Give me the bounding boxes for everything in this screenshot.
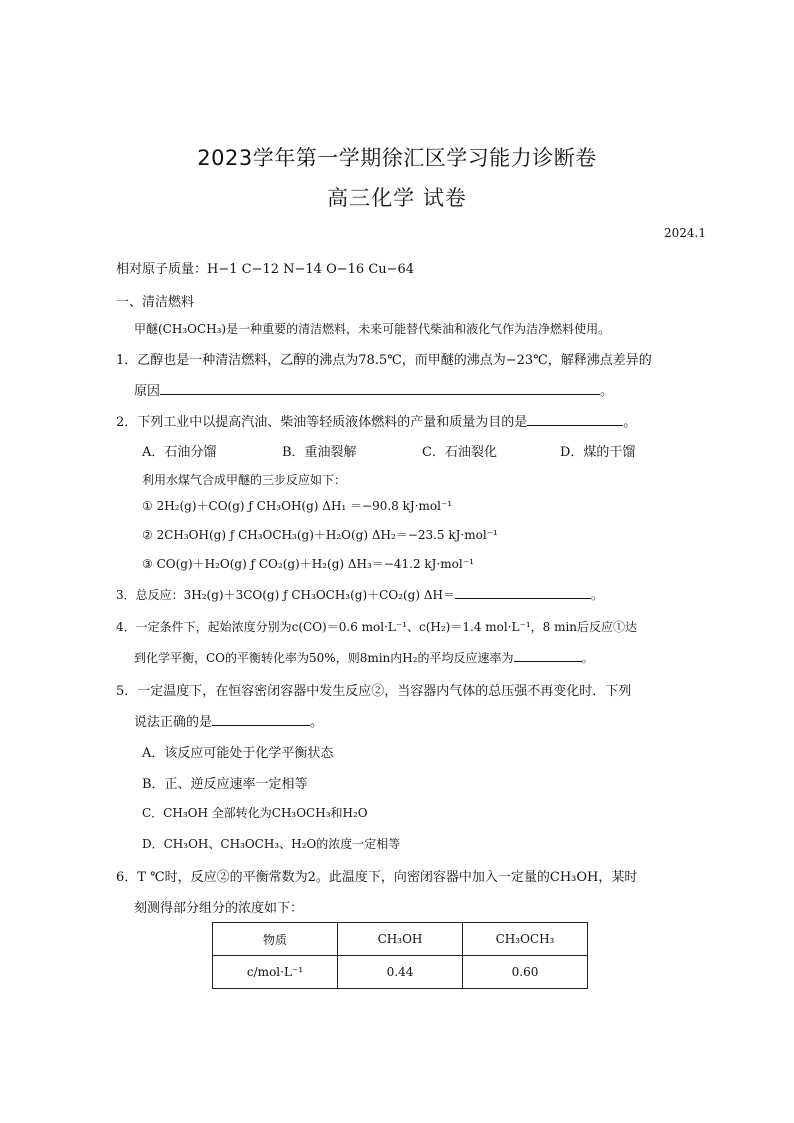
table-cell-unit: c/mol·L⁻¹: [213, 956, 338, 989]
question-5-end: 。: [310, 715, 324, 730]
section-intro: 甲醚(CH₃OCH₃)是一种重要的清洁燃料，未来可能替代柴油和液化气作为洁净燃料使用。: [134, 322, 611, 336]
concentration-table: [212, 922, 588, 989]
table-header-ch3och3: CH₃OCH₃: [463, 923, 588, 956]
question-5-line2: [134, 711, 323, 730]
question-2-answer-blank[interactable]: [527, 413, 623, 426]
question-2: [116, 411, 636, 430]
question-6-line1: 6．T ℃时，反应②的平衡常数为2。此温度下，向密闭容器中加入一定量的CH₃OH，某时: [116, 870, 638, 885]
table-header-substance: 物质: [213, 923, 338, 956]
question-1-answer-label: 原因: [134, 384, 161, 399]
question-5-option-b[interactable]: B．正、逆反应速率一定相等: [142, 777, 308, 792]
table-cell-ch3oh: 0.44: [338, 956, 463, 989]
table-header-row: [213, 923, 588, 956]
table-cell-ch3och3: 0.60: [463, 956, 588, 989]
question-4-answer-blank[interactable]: [514, 649, 582, 662]
question-1-end: 。: [600, 384, 614, 399]
question-4-line2: [134, 649, 594, 666]
question-4-answer-label: 到化学平衡，CO的平衡转化率为50%，则8min内H₂的平均反应速率为: [134, 651, 514, 665]
question-2-end: 。: [623, 415, 637, 430]
question-1-answer-blank[interactable]: [160, 382, 600, 395]
question-4-end: 。: [581, 651, 594, 665]
atomic-masses: 相对原子质量：H−1 C−12 N−14 O−16 Cu−64: [116, 262, 415, 277]
section-heading: 一、清洁燃料: [116, 295, 195, 310]
question-3-answer-blank[interactable]: [455, 586, 591, 599]
question-2-option-a[interactable]: A．石油分馏: [142, 445, 217, 460]
question-2-option-d[interactable]: D．煤的干馏: [560, 445, 636, 460]
question-1-line2: [134, 380, 613, 399]
reaction-3: ③ CO(g)＋H₂O(g) ƒ CO₂(g)＋H₂(g) ΔH₃＝−41.2 kJ·mol⁻¹: [142, 557, 474, 571]
question-5-option-d[interactable]: D．CH₃OH、CH₃OCH₃、H₂O的浓度一定相等: [142, 837, 401, 851]
question-4-line1: 4．一定条件下，起始浓度分别为c(CO)＝0.6 mol·L⁻¹、c(H₂)＝1.4 mol·L⁻¹，8 min后反应①达: [116, 620, 638, 634]
exam-date: 2024.1: [664, 226, 706, 240]
reaction-1: ① 2H₂(g)＋CO(g) ƒ CH₃OH(g) ΔH₁ ＝−90.8 kJ·mol⁻¹: [142, 499, 453, 513]
question-3-end: 。: [590, 588, 603, 602]
question-6-line2: 刻测得部分组分的浓度如下：: [134, 901, 304, 916]
question-5-answer-label: 说法正确的是: [134, 715, 213, 730]
table-row: [213, 956, 588, 989]
question-5-option-a[interactable]: A．该反应可能处于化学平衡状态: [142, 746, 334, 761]
question-3: [116, 586, 603, 603]
reaction-2: ② 2CH₃OH(g) ƒ CH₃OCH₃(g)＋H₂O(g) ΔH₂＝−23.5 kJ·mol⁻¹: [142, 528, 498, 542]
table-header-ch3oh: CH₃OH: [338, 923, 463, 956]
question-5-line1: 5．一定温度下，在恒容密闭容器中发生反应②，当容器内气体的总压强不再变化时．下列: [116, 684, 632, 699]
reactions-intro: 利用水煤气合成甲醚的三步反应如下：: [142, 473, 347, 487]
question-1-line1: 1．乙醇也是一种清洁燃料，乙醇的沸点为78.5℃，而甲醚的沸点为−23℃，解释沸点差异的: [116, 353, 652, 368]
exam-subtitle: 高三化学 试卷: [327, 186, 467, 210]
question-2-option-b[interactable]: B．重油裂解: [282, 445, 357, 460]
question-2-option-c[interactable]: C．石油裂化: [422, 445, 497, 460]
question-3-text: 3．总反应：3H₂(g)＋3CO(g) ƒ CH₃OCH₃(g)＋CO₂(g) ΔH＝: [116, 588, 455, 602]
question-5-answer-blank[interactable]: [212, 713, 310, 726]
exam-title: 2023学年第一学期徐汇区学习能力诊断卷: [197, 146, 597, 170]
question-2-stem: 2．下列工业中以提高汽油、柴油等轻质液体燃料的产量和质量为目的是: [116, 415, 528, 430]
question-5-option-c[interactable]: C．CH₃OH 全部转化为CH₃OCH₃和H₂O: [142, 806, 368, 820]
